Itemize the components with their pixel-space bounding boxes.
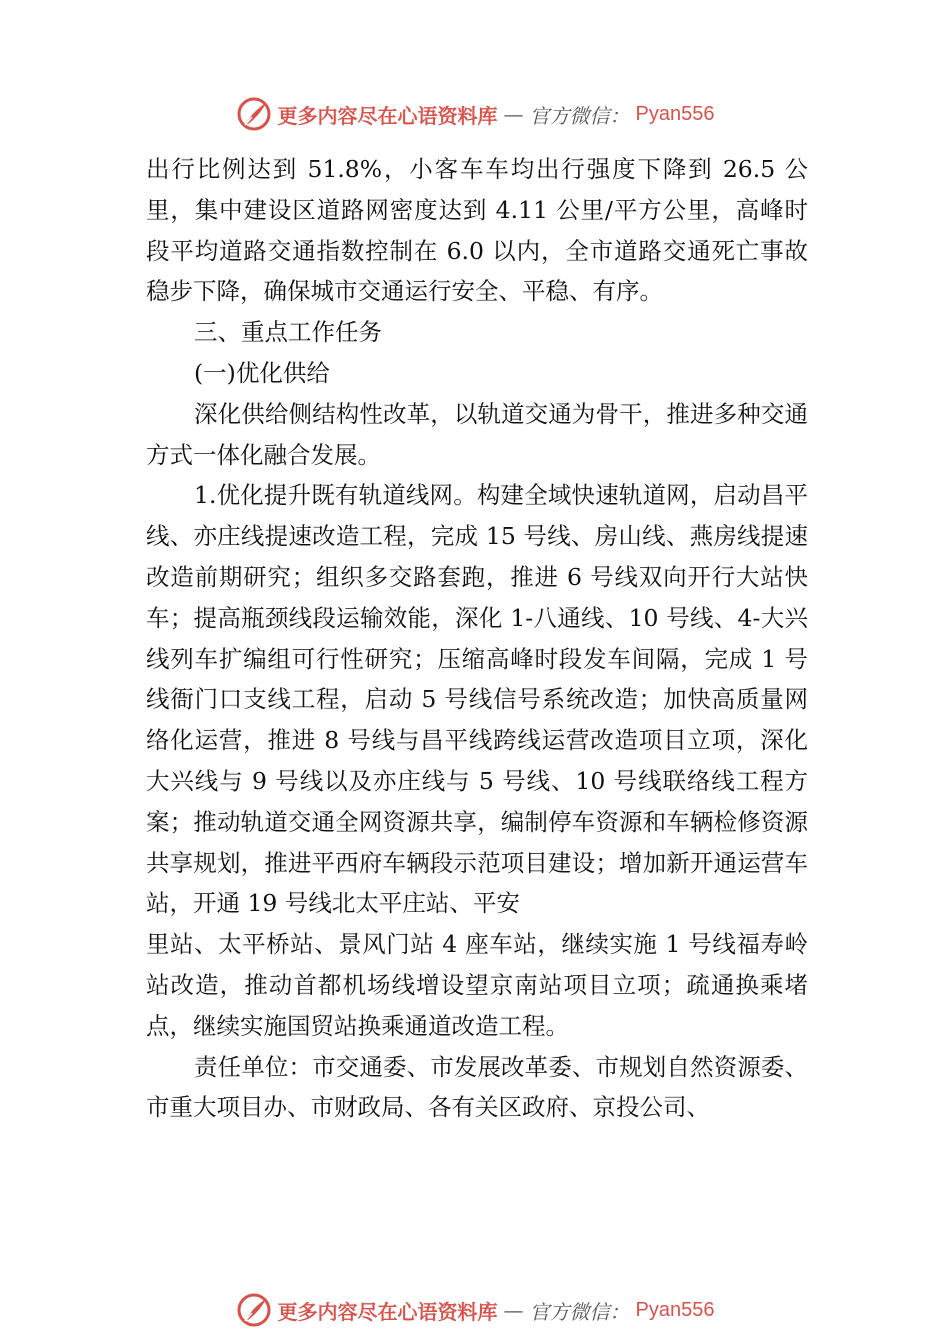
- header-watermark: [0, 94, 950, 134]
- watermark-dash: —: [503, 1298, 524, 1322]
- footer-watermark: [0, 1290, 950, 1330]
- paragraph-rail-network: 1.优化提升既有轨道线网。构建全域快速轨道网，启动昌平线、亦庄线提速改造工程，完成 15 号线、房山线、燕房线提速改造前期研究；组织多交路套跑，推进 6 号线双向开行大站快车；提高瓶颈线段运输效能，深化 1-八通线、10 号线、4-大兴线列车扩编组可行性研究；压缩高峰时段发车间隔，完成 1 号线衙门口支线工程，启动 5 号线信号系统改造；加快高质量网络化运营，推进 8 号线与昌平线跨线运营改造项目立项，深化大兴线与 9 号线以及亦庄线与 5 号线、10 号线联络线工程方案；推动轨道交通全网资源共享，编制停车资源和车辆检修资源共享规划，推进平西府车辆段示范项目建设；增加新开通运营车站，开通 19 号线北太平庄站、平安: [146, 481, 808, 918]
- paragraph-responsible-units: 责任单位：市交通委、市发展改革委、市规划自然资源委、市重大项目办、市财政局、各有关区政府、京投公司、: [146, 1052, 808, 1122]
- watermark-dash: —: [503, 102, 524, 126]
- subsection-heading: (一)优化供给: [194, 358, 330, 387]
- paragraph-supply-reform: 深化供给侧结构性改革，以轨道交通为骨干，推进多种交通方式一体化融合发展。: [146, 399, 808, 469]
- paragraph-rail-network-continued: 里站、太平桥站、景风门站 4 座车站，继续实施 1 号线福寿岭站改造，推动首都机场线增设望京南站项目立项；疏通换乘堵点，继续实施国贸站换乘通道改造工程。: [146, 930, 808, 1040]
- feather-pen-logo-icon: [236, 1292, 272, 1328]
- watermark-main-text: 更多内容尽在心语资料库: [277, 1299, 498, 1324]
- paragraph-targets: 出行比例达到 51.8%，小客车车均出行强度下降到 26.5 公里，集中建设区道路网密度达到 4.11 公里/平方公里，高峰时段平均道路交通指数控制在 6.0 以内，全市道路交通死亡事故稳步下降，确保城市交通运行安全、平稳、有序。: [146, 155, 808, 306]
- watermark-wechat-id: Pyan556: [635, 102, 715, 125]
- section-heading: 三、重点工作任务: [194, 318, 382, 347]
- watermark-official-label: 官方微信：: [529, 103, 630, 128]
- watermark-official-label: 官方微信：: [529, 1299, 630, 1324]
- watermark-main-text: 更多内容尽在心语资料库: [277, 103, 498, 128]
- document-body: [146, 149, 808, 1128]
- watermark-wechat-id: Pyan556: [635, 1298, 715, 1321]
- feather-pen-logo-icon: [236, 96, 272, 132]
